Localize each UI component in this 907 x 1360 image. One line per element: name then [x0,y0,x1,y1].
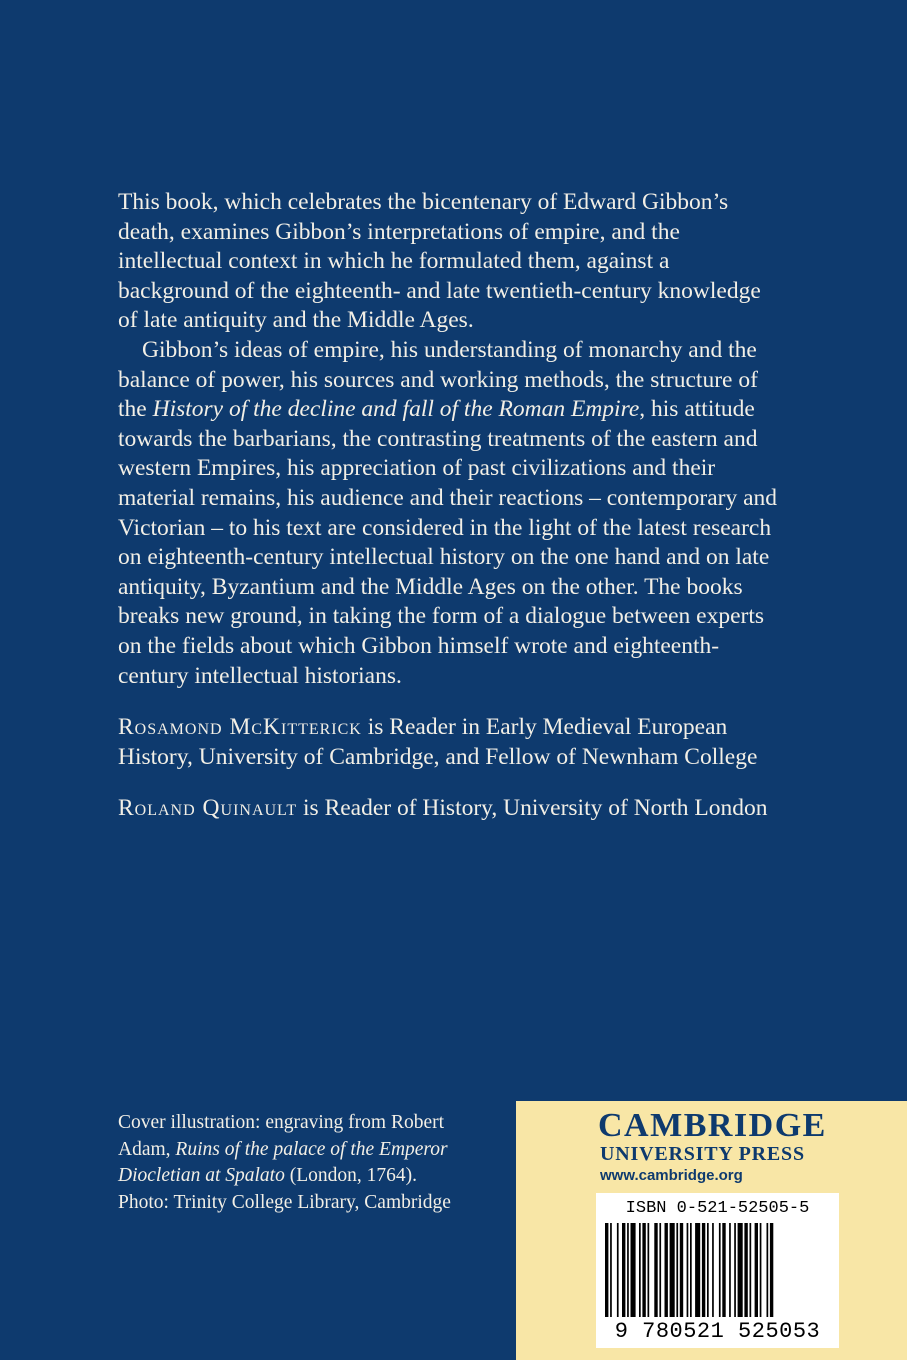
barcode-bar [760,1223,762,1317]
barcode-bar [631,1223,636,1317]
barcode-bar [610,1223,612,1317]
barcode-bar [687,1223,689,1317]
author-name: Roland Quinault [118,795,298,822]
ean-number: 9 780521 525053 [614,1319,821,1344]
publisher-panel [516,1101,907,1360]
barcode-bar [642,1223,645,1317]
barcode-bar [648,1223,650,1317]
barcode-bar [755,1223,758,1317]
barcode-bar [676,1223,678,1317]
barcode-bar [654,1223,657,1317]
barcode-bar [695,1223,700,1317]
barcode-bar [770,1223,773,1317]
isbn-number: ISBN 0-521-52505-5 [625,1199,810,1218]
photo-credit: Photo: Trinity College Library, Cambridge [118,1191,451,1213]
cover-credit-suffix: (London, 1764). [284,1165,417,1186]
barcode-bar [719,1223,721,1317]
cover-credit-prefix: Cover illustration: engraving from Robert Adam, [118,1112,445,1160]
barcode-bar [605,1223,608,1317]
barcode [605,1223,830,1317]
blurb-p2-after: , his attitude towards the barbarians, the contrasting treatments of the eastern and western Empires, his appreciation of past civilizations and their material remains, his audience and their reactions – contemporary and Victorian – to his text are considered in the light of the latest research on eighteenth-century intellectual history on the one hand and on late antiquity, Byzantium and the Middle Ages on the other. The books breaks new ground, in taking the form of a dialogue between experts on the fields about which Gibbon himself wrote and eighteenth-century intellectual historians. [118,396,778,689]
publisher-url: www.cambridge.org [600,1167,743,1184]
cover-illustration-note [118,1110,488,1216]
publisher-logo: CAMBRIDGE [598,1107,827,1144]
barcode-bar [744,1223,747,1317]
blurb [118,188,778,824]
barcode-bar [707,1223,709,1317]
author-bio-1 [118,713,778,772]
author-description: is Reader of History, University of North London [297,795,768,822]
barcode-bar [659,1223,661,1317]
blurb-paragraph-1: This book, which celebrates the bicentenary of Edward Gibbon’s death, examines Gibbon’s interpretations of empire, and the intellectual context in which he formulated them, against a background of the eighteenth- and late twentieth-century knowledge of late antiquity and the Middle Ages. [118,189,761,334]
publisher-subtitle: UNIVERSITY PRESS [600,1143,805,1165]
barcode-bar [729,1223,731,1317]
book-title: History of the decline and fall of the Roman Empire [152,396,640,423]
barcode-bar [702,1223,705,1317]
barcode-bar [622,1223,625,1317]
blurb-p2-before: Gibbon’s ideas of empire, his understanding of monarchy and the balance of power, his sources and working methods, the structure of the [118,336,758,423]
barcode-bar [767,1223,769,1317]
barcode-bar [750,1223,752,1317]
barcode-bar [639,1223,641,1317]
cover-credit-title: Ruins of the palace of the Emperor Diocletian at Spalato [118,1138,448,1186]
barcode-bar [712,1223,714,1317]
barcode-bar [738,1223,743,1317]
author-bio-2 [118,794,778,824]
barcode-bar [627,1223,629,1317]
barcode-bar [680,1223,683,1317]
barcode-bar [690,1223,692,1317]
barcode-bar [734,1223,736,1317]
author-description: is Reader in Early Medieval European History, University of Cambridge, and Fellow of Newnham College [118,714,758,770]
blurb-paragraph-2 [118,336,778,691]
barcode-bar [617,1223,619,1317]
barcode-bar [722,1223,725,1317]
cover-credit [118,1110,488,1190]
author-name: Rosamond McKitterick [118,714,362,741]
barcode-box [596,1193,839,1348]
barcode-bar [665,1223,668,1317]
barcode-bar [670,1223,675,1317]
